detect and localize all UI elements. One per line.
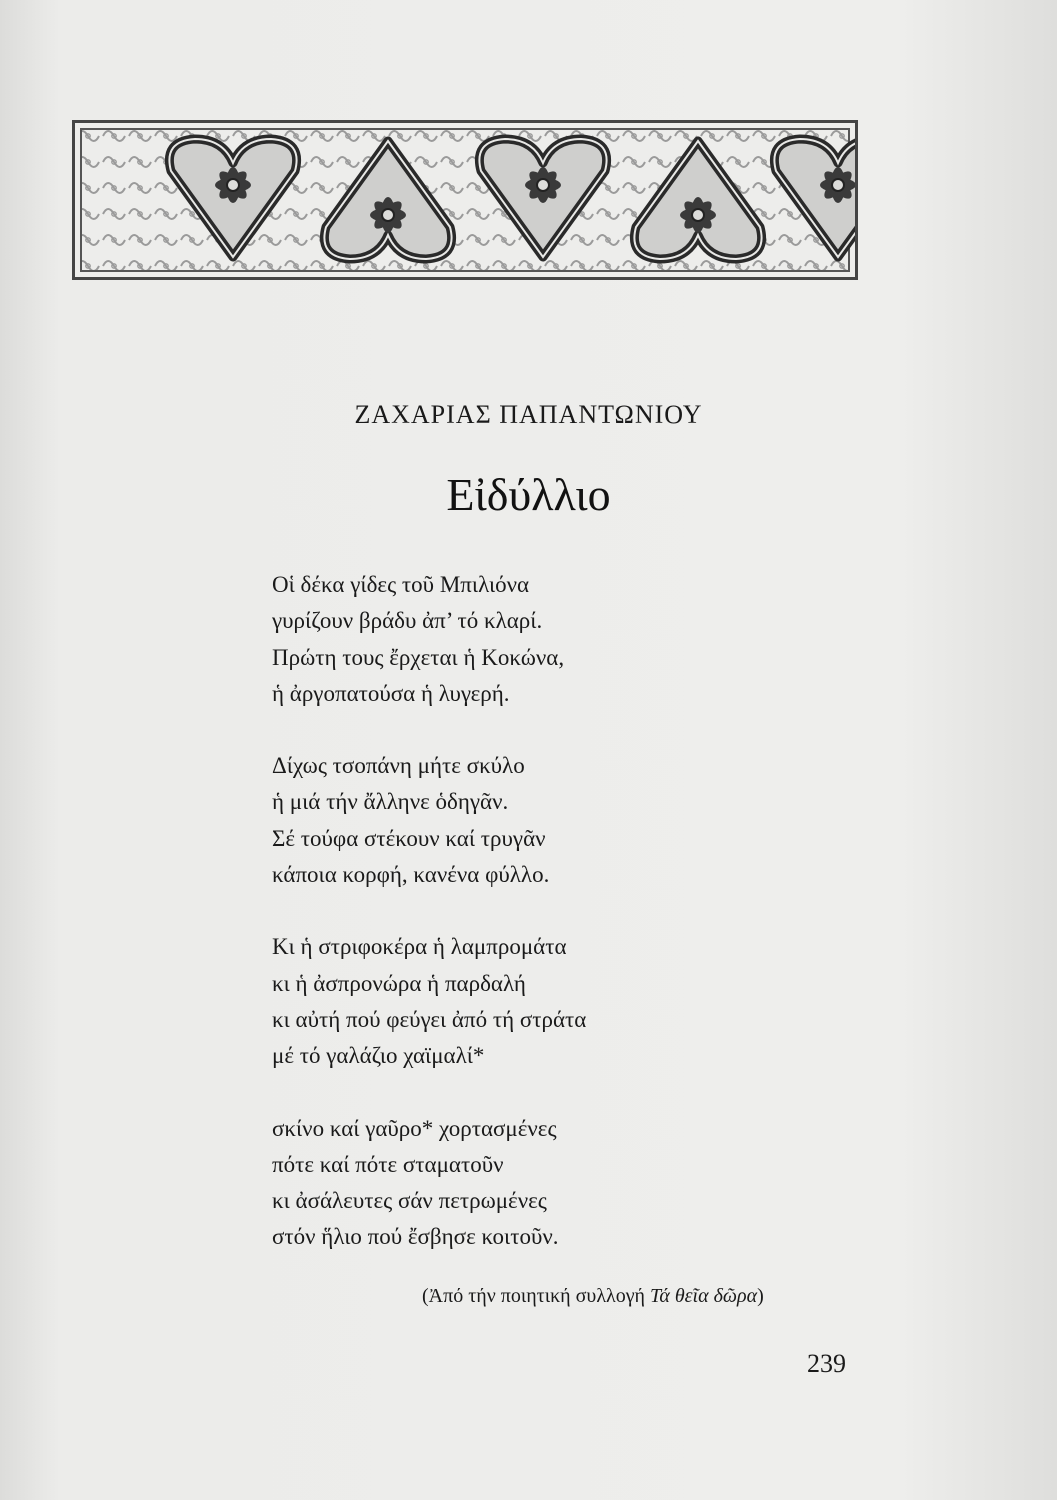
page-number: 239 (807, 1349, 846, 1378)
poem-line: γυρίζουν βράδυ ἀπ’ τό κλαρί. (272, 608, 543, 634)
source-prefix: (Ἀπό τήν ποιητική συλλογή (422, 1285, 651, 1307)
stanza (272, 748, 586, 893)
poem-line: σκίνο καί γαῦρο* χορτασμένες (272, 1115, 557, 1141)
poem-line: κι αὐτή πού φεύγει ἀπό τή στράτα (272, 1006, 587, 1032)
poem-line: ἡ μιά τήν ἄλληνε ὁδηγᾶν. (272, 789, 509, 815)
poem-line: κι ἀσάλευτες σάν πετρωμένες (272, 1188, 547, 1214)
heart-ornament-graphic (75, 123, 855, 277)
poem-line: Σέ τούφα στέκουν καί τρυγᾶν (272, 825, 546, 851)
poem-line: κι ἡ ἀσπρονώρα ἡ παρδαλή (272, 970, 526, 996)
poem-line: κάποια κορφή, κανένα φύλλο. (272, 862, 550, 888)
poem-line: Δίχως τσοπάνη μήτε σκύλο (272, 753, 525, 779)
stanza (272, 1111, 586, 1256)
stanza (272, 567, 586, 712)
poem-body (272, 567, 586, 1292)
poem-line: στόν ἥλιο πού ἔσβησε κοιτοῦν. (272, 1224, 559, 1250)
decorative-border-banner (72, 120, 858, 280)
source-book-title: Τά θεῖα δῶρα (650, 1285, 758, 1307)
poem-line: Πρώτη τους ἔρχεται ἡ Κοκώνα, (272, 644, 565, 670)
author-name: ΖΑΧΑΡΙΑΣ ΠΑΠΑΝΤΩΝΙΟΥ (354, 400, 703, 429)
stanza (272, 929, 586, 1074)
poem-line: μέ τό γαλάζιο χαϊμαλί* (272, 1043, 485, 1069)
poem-line: Οἱ δέκα γίδες τοῦ Μπιλιόνα (272, 572, 530, 597)
poem-line: πότε καί πότε σταματοῦν (272, 1151, 504, 1177)
source-citation (422, 1285, 764, 1308)
source-suffix: ) (757, 1285, 764, 1307)
poem-title: Εἰδύλλιο (446, 469, 611, 520)
poem-line: ἡ ἀργοπατούσα ἡ λυγερή. (272, 680, 510, 706)
poem-line: Κι ἡ στριφοκέρα ἡ λαμπρομάτα (272, 934, 567, 960)
